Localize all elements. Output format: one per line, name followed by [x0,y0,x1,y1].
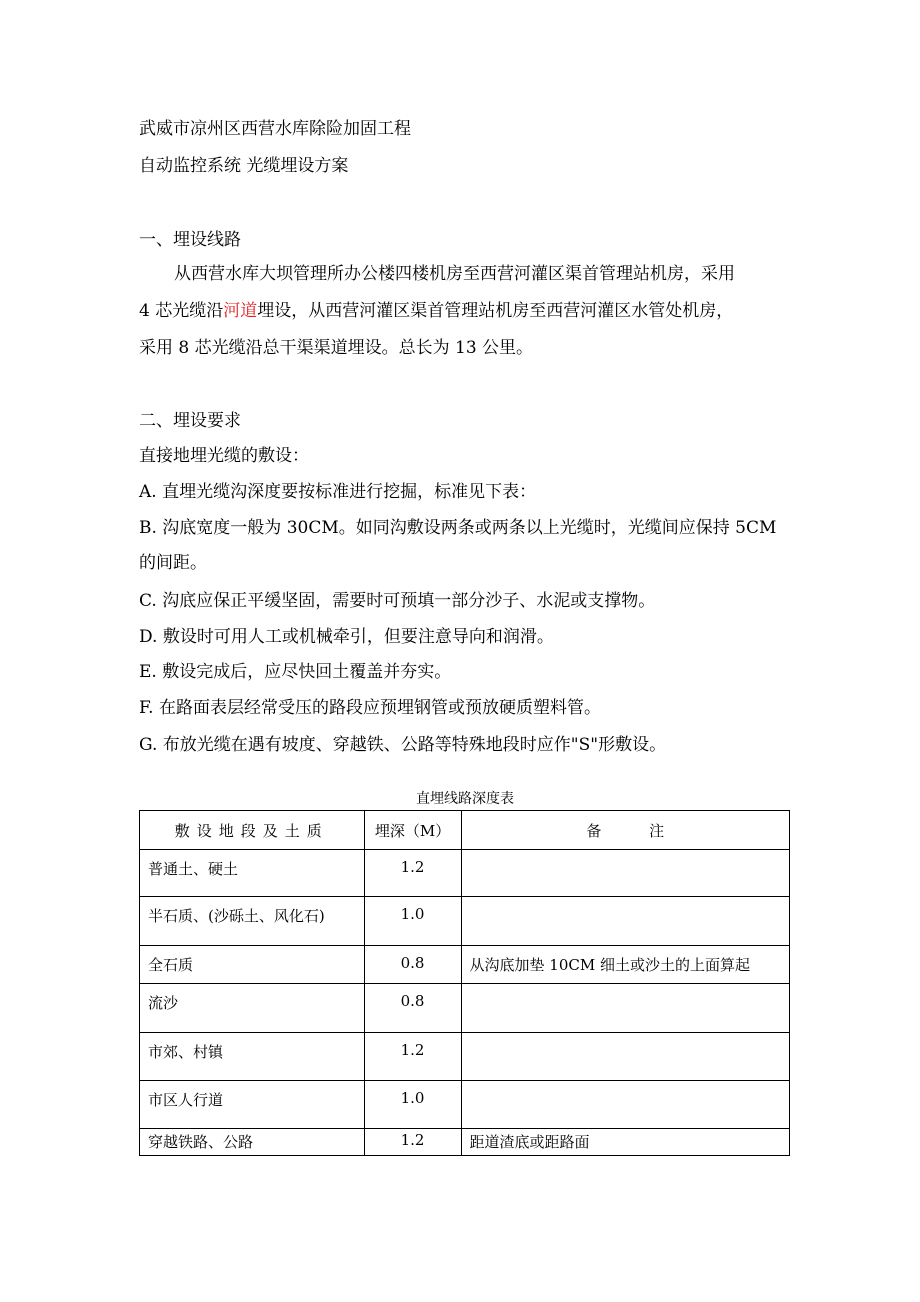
cell-note [461,1081,789,1129]
depth-table [139,810,790,1156]
cell-segment: 穿越铁路、公路 [140,1129,365,1156]
table-row [140,984,790,1033]
cell-depth: 0.8 [364,984,461,1033]
title-line-1: 武威市凉州区西营水库除险加固工程 [139,119,411,139]
title-line-2: 自动监控系统 光缆埋设方案 [139,156,349,176]
cell-depth: 1.2 [364,1129,461,1156]
requirement-item-a: A. 直埋光缆沟深度要按标准进行挖掘，标准见下表： [139,482,537,502]
requirement-item-b-line-1: B. 沟底宽度一般为 30CM。如同沟敷设两条或两条以上光缆时，光缆间应保持 5CM [139,518,777,538]
cell-depth: 1.2 [364,850,461,897]
cell-depth: 1.2 [364,1033,461,1081]
table-row [140,850,790,897]
cell-note: 距道渣底或距路面 [461,1129,789,1156]
header-note: 备 注 [461,811,789,850]
requirement-item-d: D. 敷设时可用人工或机械牵引，但要注意导向和润滑。 [139,627,554,647]
cell-segment: 流沙 [140,984,365,1033]
cell-note [461,897,789,946]
table-header-row [140,811,790,850]
table-row [140,1033,790,1081]
cell-note [461,1033,789,1081]
cell-note [461,850,789,897]
cell-segment: 市郊、村镇 [140,1033,365,1081]
section-2-intro: 直接地埋光缆的敷设： [139,446,309,466]
cell-depth: 1.0 [364,897,461,946]
section-1-paragraph-line-3: 采用 8 芯光缆沿总干渠渠道埋设。总长为 13 公里。 [139,338,534,358]
cell-segment: 市区人行道 [140,1081,365,1129]
cell-depth: 0.8 [364,946,461,984]
table-row [140,1129,790,1156]
cell-depth: 1.0 [364,1081,461,1129]
table-caption: 直埋线路深度表 [416,791,514,807]
para-line-2-after: 埋设，从西营河灌区渠首管理站机房至西营河灌区水管处机房， [257,301,734,321]
requirement-item-b-line-2: 的间距。 [139,553,207,573]
header-segment: 敷设地段及土质 [140,811,365,850]
cell-segment: 全石质 [140,946,365,984]
requirement-item-g: G. 布放光缆在遇有坡度、穿越铁、公路等特殊地段时应作"S"形敷设。 [139,735,667,755]
requirement-item-e: E. 敷设完成后，应尽快回土覆盖并夯实。 [139,662,452,682]
cell-note [461,984,789,1033]
section-1-heading: 一、埋设线路 [139,230,241,250]
cell-segment: 半石质、(沙砾土、风化石) [140,897,365,946]
section-2-heading: 二、埋设要求 [139,411,241,431]
para-line-2-before: 4 芯光缆沿 [139,301,224,321]
section-1-paragraph-line-1: 从西营水库大坝管理所办公楼四楼机房至西营河灌区渠首管理站机房，采用 [174,264,735,284]
requirement-item-c: C. 沟底应保正平缓坚固，需要时可预填一部分沙子、水泥或支撑物。 [139,591,656,611]
table-row [140,946,790,984]
requirement-item-f: F. 在路面表层经常受压的路段应预埋钢管或预放硬质塑料管。 [139,698,601,718]
highlighted-term: 河道 [223,301,258,321]
table-row [140,897,790,946]
section-1-paragraph-line-2 [139,300,733,322]
cell-segment: 普通土、硬土 [140,850,365,897]
cell-note: 从沟底加垫 10CM 细土或沙土的上面算起 [461,946,789,984]
header-depth: 埋深（M） [364,811,461,850]
table-row [140,1081,790,1129]
